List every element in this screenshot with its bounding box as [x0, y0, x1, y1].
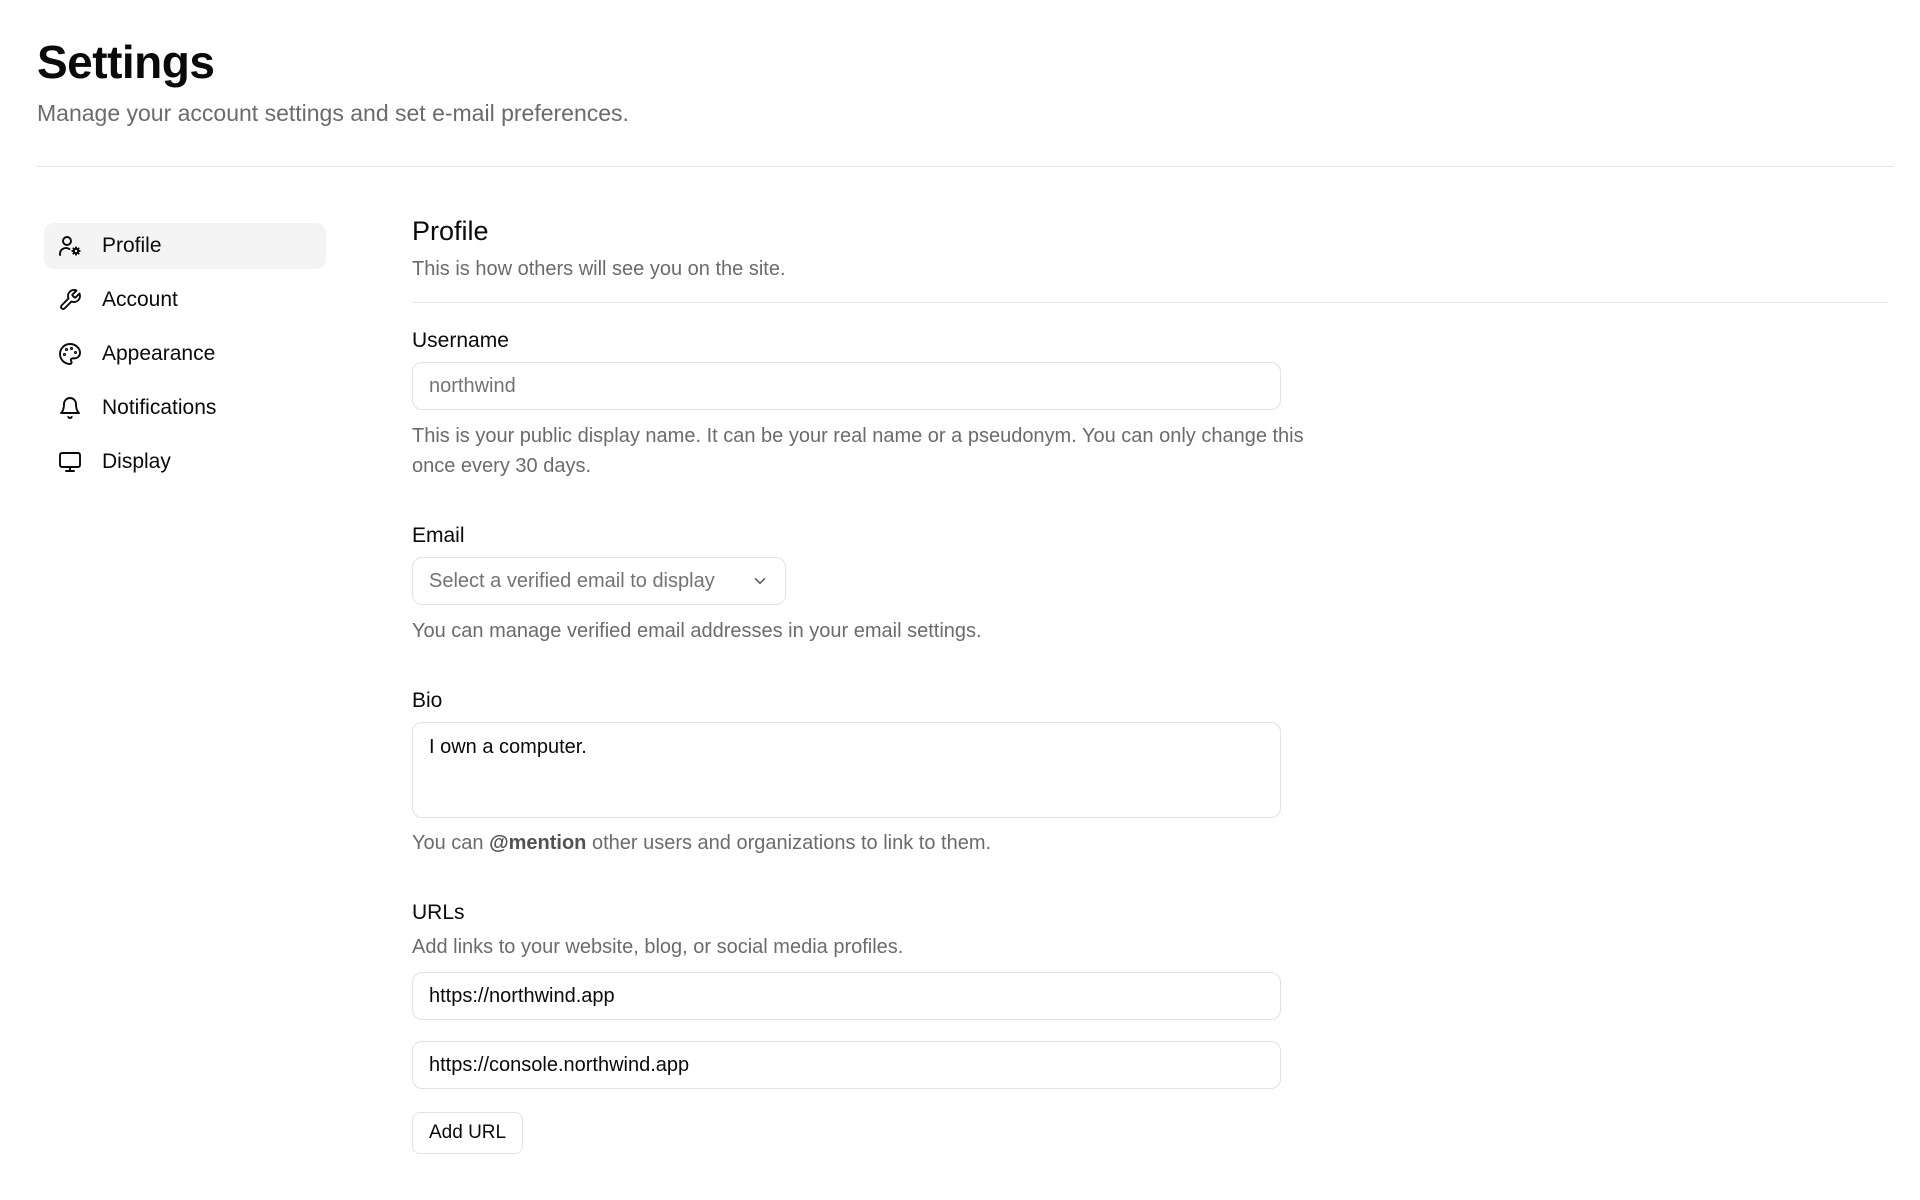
- bio-help-suffix: other users and organizations to link to them.: [586, 832, 992, 854]
- bio-label: Bio: [412, 689, 443, 712]
- sidebar-item-notifications[interactable]: [44, 385, 326, 431]
- sidebar-item-label: Display: [102, 450, 171, 473]
- mention-text: @mention: [489, 832, 587, 854]
- user-cog-icon: [58, 234, 82, 258]
- email-label: Email: [412, 524, 465, 547]
- sidebar-item-account[interactable]: [44, 277, 326, 323]
- bell-icon: [58, 396, 82, 420]
- username-field-group: [412, 328, 1890, 481]
- section-description: This is how others will see you on the site.: [412, 258, 786, 280]
- settings-sidebar: [44, 223, 326, 493]
- sidebar-item-label: Notifications: [102, 396, 217, 419]
- sidebar-item-label: Appearance: [102, 342, 216, 365]
- section-divider: [412, 302, 1888, 303]
- url-input-1[interactable]: [412, 972, 1281, 1020]
- bio-help: [412, 828, 1890, 858]
- sidebar-item-label: Profile: [102, 234, 162, 257]
- sidebar-item-display[interactable]: [44, 439, 326, 485]
- page-header: [37, 36, 629, 128]
- page-title: Settings: [37, 36, 215, 88]
- profile-section: [412, 215, 1890, 1154]
- email-select[interactable]: [412, 557, 786, 605]
- username-label: Username: [412, 329, 509, 352]
- sidebar-item-profile[interactable]: [44, 223, 326, 269]
- bio-field-group: [412, 688, 1890, 858]
- page-subtitle: Manage your account settings and set e-mail preferences.: [37, 100, 629, 126]
- section-title: Profile: [412, 216, 489, 246]
- email-select-placeholder: Select a verified email to display: [429, 569, 715, 592]
- bio-textarea[interactable]: [412, 722, 1281, 818]
- add-url-button[interactable]: Add URL: [412, 1112, 523, 1154]
- email-help: You can manage verified email addresses in your email settings.: [412, 620, 982, 642]
- username-input[interactable]: [412, 362, 1281, 410]
- chevron-down-icon: [751, 572, 769, 590]
- username-help: This is your public display name. It can be your real name or a pseudonym. You can only change this once every 30 days.: [412, 425, 1304, 477]
- email-field-group: [412, 523, 1890, 646]
- monitor-icon: [58, 450, 82, 474]
- sidebar-item-label: Account: [102, 288, 178, 311]
- url-input-2[interactable]: [412, 1041, 1281, 1089]
- urls-label: URLs: [412, 901, 465, 924]
- wrench-icon: [58, 288, 82, 312]
- bio-help-prefix: You can: [412, 832, 490, 854]
- sidebar-item-appearance[interactable]: [44, 331, 326, 377]
- palette-icon: [58, 342, 82, 366]
- urls-field-group: [412, 900, 1890, 1154]
- header-divider: [36, 166, 1894, 167]
- urls-help: Add links to your website, blog, or social media profiles.: [412, 936, 904, 958]
